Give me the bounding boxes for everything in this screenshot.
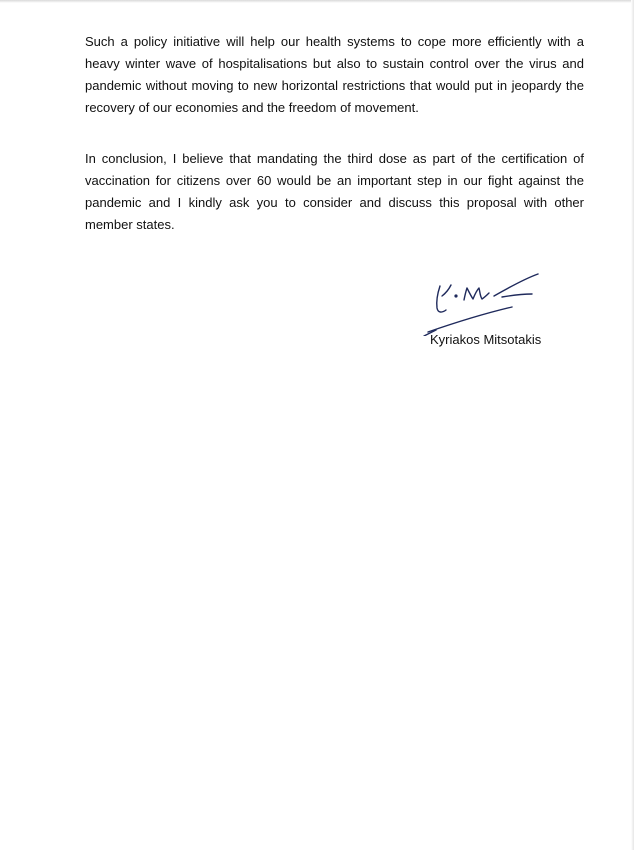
signer-name: Kyriakos Mitsotakis [430,332,542,347]
body-paragraph-1: Such a policy initiative will help our health systems to cope more efficiently with a heavy winter wave of hospitalisations but also to sustain control over the virus and pandemic without moving to new horizontal restrictions that would put in jeopardy the recovery of our economies and the freedom of movement. [85,34,584,115]
handwritten-signature [420,266,550,336]
page-top-edge [0,0,634,3]
body-paragraph-2: In conclusion, I believe that mandating the third dose as part of the certification of vaccination for citizens over 60 would be an important step in our fight against the pandemic and I kindly ask you to consider and discuss this proposal with other member states. [85,151,584,232]
